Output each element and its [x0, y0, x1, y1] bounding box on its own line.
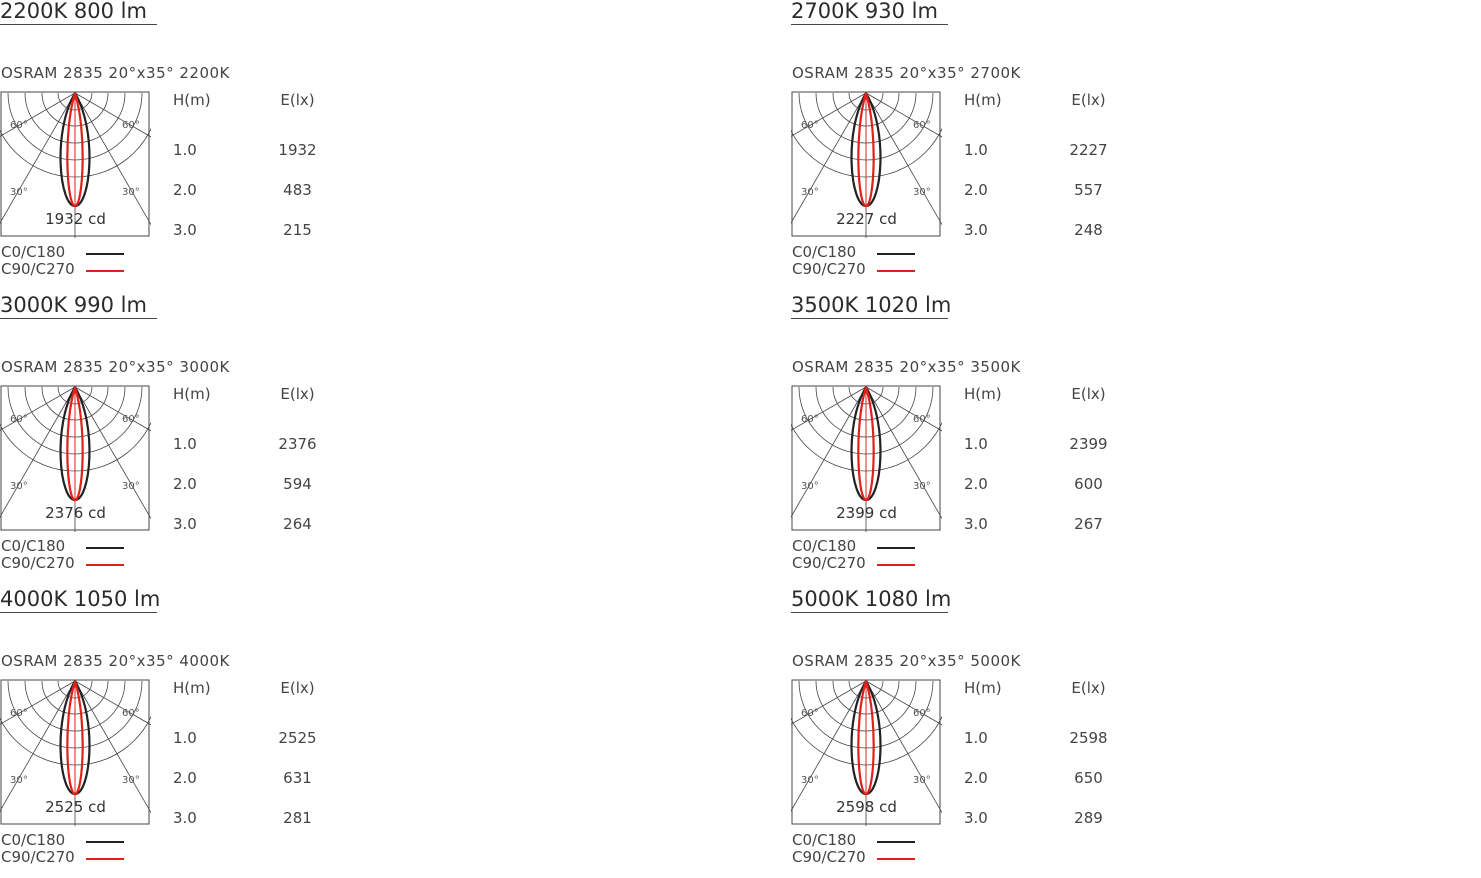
- illuminance-cell: 2227: [1069, 141, 1108, 159]
- legend-c90-label: C90/C270: [792, 554, 866, 572]
- angle-label: 60°: [122, 708, 140, 719]
- height-cell: 2.0: [964, 475, 988, 493]
- photometric-panel: [791, 588, 1231, 878]
- legend-c90-label: C90/C270: [792, 260, 866, 278]
- angle-label: 30°: [913, 481, 931, 492]
- angle-label: 30°: [801, 775, 819, 786]
- height-cell: 3.0: [173, 809, 197, 827]
- panel-title: 4000K 1050 lm: [0, 587, 161, 611]
- illuminance-column-header: E(lx): [280, 679, 315, 697]
- angle-line: [75, 387, 151, 482]
- angle-label: 60°: [10, 414, 28, 425]
- photometric-panel: [0, 294, 440, 584]
- angle-label: 60°: [913, 414, 931, 425]
- legend-c0-label: C0/C180: [792, 243, 857, 261]
- legend-c90-line: [86, 858, 124, 860]
- angle-label: 30°: [801, 187, 819, 198]
- illuminance-cell: 289: [1074, 809, 1103, 827]
- peak-intensity-label: 2227 cd: [836, 210, 897, 228]
- height-cell: 1.0: [173, 141, 197, 159]
- illuminance-cell: 215: [283, 221, 312, 239]
- title-underline: [791, 318, 948, 319]
- illuminance-cell: 2598: [1069, 729, 1108, 747]
- angle-label: 30°: [10, 187, 28, 198]
- panel-title: 3500K 1020 lm: [791, 293, 952, 317]
- height-cell: 3.0: [173, 221, 197, 239]
- angle-label: 60°: [913, 120, 931, 131]
- illuminance-column-header: E(lx): [280, 91, 315, 109]
- illuminance-cell: 2399: [1069, 435, 1108, 453]
- legend-c0-line: [86, 547, 124, 549]
- photometric-panel: [791, 294, 1231, 584]
- angle-line: [0, 93, 75, 188]
- height-cell: 1.0: [173, 729, 197, 747]
- height-cell: 2.0: [964, 769, 988, 787]
- legend-c90-label: C90/C270: [792, 848, 866, 866]
- illuminance-cell: 650: [1074, 769, 1103, 787]
- legend-c0-line: [877, 547, 915, 549]
- height-column-header: H(m): [173, 385, 211, 403]
- angle-label: 30°: [122, 187, 140, 198]
- legend-c0-line: [86, 841, 124, 843]
- legend-c0-label: C0/C180: [792, 831, 857, 849]
- height-column-header: H(m): [173, 679, 211, 697]
- angle-label: 30°: [913, 187, 931, 198]
- height-cell: 1.0: [964, 435, 988, 453]
- illuminance-cell: 594: [283, 475, 312, 493]
- legend-c0-line: [877, 253, 915, 255]
- angle-label: 60°: [801, 120, 819, 131]
- title-underline: [791, 24, 948, 25]
- panel-title: 5000K 1080 lm: [791, 587, 952, 611]
- legend-c0-label: C0/C180: [1, 243, 66, 261]
- angle-line: [791, 681, 866, 776]
- angle-label: 30°: [122, 481, 140, 492]
- height-cell: 1.0: [964, 141, 988, 159]
- title-underline: [0, 612, 157, 613]
- legend-c90-line: [86, 564, 124, 566]
- panel-title: 3000K 990 lm: [0, 293, 147, 317]
- illuminance-cell: 483: [283, 181, 312, 199]
- angle-label: 60°: [10, 708, 28, 719]
- angle-line: [791, 93, 866, 188]
- legend-c90-label: C90/C270: [1, 848, 75, 866]
- peak-intensity-label: 2376 cd: [45, 504, 106, 522]
- legend-c90-label: C90/C270: [1, 554, 75, 572]
- height-cell: 3.0: [964, 809, 988, 827]
- height-column-header: H(m): [964, 91, 1002, 109]
- panel-subtitle: OSRAM 2835 20°x35° 3500K: [792, 358, 1021, 376]
- angle-label: 60°: [913, 708, 931, 719]
- angle-label: 60°: [10, 120, 28, 131]
- angle-line: [75, 681, 151, 776]
- photometric-panel: [0, 588, 440, 878]
- angle-line: [866, 93, 942, 188]
- photometric-panel: [0, 0, 440, 290]
- angle-line: [0, 387, 75, 482]
- illuminance-cell: 1932: [278, 141, 317, 159]
- height-column-header: H(m): [964, 385, 1002, 403]
- angle-label: 60°: [801, 414, 819, 425]
- angle-label: 30°: [10, 775, 28, 786]
- height-cell: 2.0: [964, 181, 988, 199]
- legend-c0-label: C0/C180: [1, 537, 66, 555]
- angle-label: 30°: [801, 481, 819, 492]
- illuminance-cell: 631: [283, 769, 312, 787]
- angle-label: 30°: [122, 775, 140, 786]
- height-cell: 3.0: [964, 221, 988, 239]
- illuminance-cell: 2525: [278, 729, 317, 747]
- legend-c90-line: [877, 858, 915, 860]
- panel-title: 2200K 800 lm: [0, 0, 147, 23]
- angle-line: [866, 387, 942, 482]
- angle-label: 30°: [913, 775, 931, 786]
- height-cell: 3.0: [964, 515, 988, 533]
- angle-line: [791, 387, 866, 482]
- panel-subtitle: OSRAM 2835 20°x35° 2200K: [1, 64, 230, 82]
- illuminance-cell: 557: [1074, 181, 1103, 199]
- legend-c0-line: [877, 841, 915, 843]
- title-underline: [0, 318, 157, 319]
- angle-line: [866, 681, 942, 776]
- height-cell: 1.0: [964, 729, 988, 747]
- illuminance-column-header: E(lx): [280, 385, 315, 403]
- illuminance-column-header: E(lx): [1071, 679, 1106, 697]
- angle-line: [0, 681, 75, 776]
- height-cell: 2.0: [173, 475, 197, 493]
- legend-c0-line: [86, 253, 124, 255]
- panel-subtitle: OSRAM 2835 20°x35° 3000K: [1, 358, 230, 376]
- panel-subtitle: OSRAM 2835 20°x35° 2700K: [792, 64, 1021, 82]
- illuminance-cell: 248: [1074, 221, 1103, 239]
- legend-c90-line: [86, 270, 124, 272]
- panel-subtitle: OSRAM 2835 20°x35° 5000K: [792, 652, 1021, 670]
- angle-label: 60°: [122, 120, 140, 131]
- height-column-header: H(m): [964, 679, 1002, 697]
- angle-label: 60°: [801, 708, 819, 719]
- height-cell: 2.0: [173, 769, 197, 787]
- illuminance-cell: 264: [283, 515, 312, 533]
- panel-title: 2700K 930 lm: [791, 0, 938, 23]
- peak-intensity-label: 2399 cd: [836, 504, 897, 522]
- panel-subtitle: OSRAM 2835 20°x35° 4000K: [1, 652, 230, 670]
- angle-line: [75, 93, 151, 188]
- height-cell: 1.0: [173, 435, 197, 453]
- illuminance-cell: 2376: [278, 435, 317, 453]
- title-underline: [791, 612, 948, 613]
- legend-c90-label: C90/C270: [1, 260, 75, 278]
- illuminance-column-header: E(lx): [1071, 385, 1106, 403]
- peak-intensity-label: 2598 cd: [836, 798, 897, 816]
- peak-intensity-label: 2525 cd: [45, 798, 106, 816]
- angle-label: 60°: [122, 414, 140, 425]
- legend-c0-label: C0/C180: [792, 537, 857, 555]
- title-underline: [0, 24, 157, 25]
- legend-c90-line: [877, 564, 915, 566]
- height-cell: 3.0: [173, 515, 197, 533]
- angle-label: 30°: [10, 481, 28, 492]
- illuminance-column-header: E(lx): [1071, 91, 1106, 109]
- illuminance-cell: 267: [1074, 515, 1103, 533]
- peak-intensity-label: 1932 cd: [45, 210, 106, 228]
- height-column-header: H(m): [173, 91, 211, 109]
- photometric-panel: [791, 0, 1231, 290]
- legend-c0-label: C0/C180: [1, 831, 66, 849]
- illuminance-cell: 600: [1074, 475, 1103, 493]
- illuminance-cell: 281: [283, 809, 312, 827]
- height-cell: 2.0: [173, 181, 197, 199]
- legend-c90-line: [877, 270, 915, 272]
